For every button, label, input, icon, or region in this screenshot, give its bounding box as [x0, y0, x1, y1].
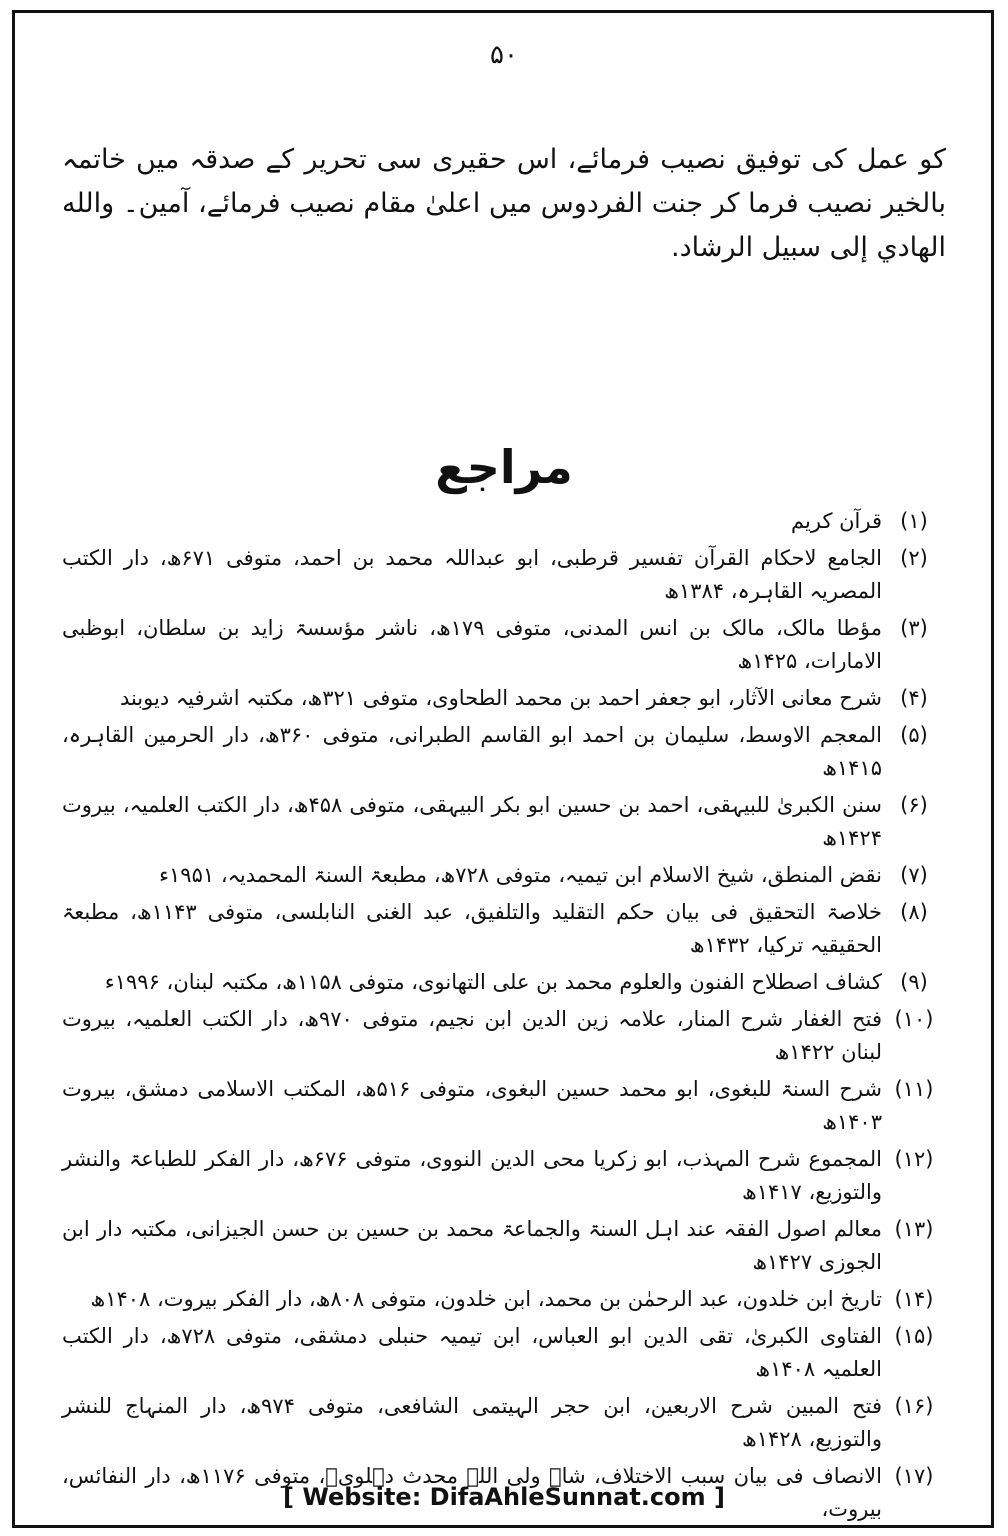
reference-item	[62, 1390, 946, 1456]
reference-text: معالم اصول الفقہ عند اہل السنۃ والجماعۃ محمد بن حسین بن حسن الجیزانی، مکتبہ دار ابن الجوزی ۱۴۲۷ھ	[62, 1217, 882, 1274]
reference-number: (۱۲)	[894, 1147, 934, 1171]
reference-text: شرح معانی الآثار، ابو جعفر احمد بن محمد الطحاوی، متوفی ۳۲۱ھ، مکتبہ اشرفیہ دیوبند	[119, 686, 882, 710]
reference-text: الجامع لاحکام القرآن تفسیر قرطبی، ابو عبداللہ محمد بن احمد، متوفی ۶۷۱ھ، دار الکتب المصریہ القاہرہ، ۱۳۸۴ھ	[62, 546, 883, 603]
reference-number: (۱۶)	[894, 1394, 934, 1418]
reference-text: نقض المنطق، شیخ الاسلام ابن تیمیہ، متوفی ۷۲۸ھ، مطبعۃ السنۃ المحمدیہ، ۱۹۵۱ء	[159, 863, 882, 887]
reference-number: (۷)	[900, 863, 928, 887]
page-number: ۵۰	[490, 40, 518, 70]
reference-text: المجموع شرح المہذب، ابو زکریا محی الدین النووی، متوفی ۶۷۶ھ، دار الفکر للطباعۃ والنشر والتوزیع، ۱۴۱۷ھ	[62, 1147, 882, 1204]
reference-text: تاریخ ابن خلدون، عبد الرحمٰن بن محمد، ابن خلدون، متوفی ۸۰۸ھ، دار الفکر بیروت، ۱۴۰۸ھ	[90, 1287, 882, 1311]
reference-number: (۶)	[900, 793, 928, 817]
reference-text: کشاف اصطلاح الفنون والعلوم محمد بن علی التھانوی، متوفی ۱۱۵۸ھ، مکتبہ لبنان، ۱۹۹۶ء	[104, 970, 882, 994]
intro-paragraph: کو عمل کی توفیق نصیب فرمائے، اس حقیری سی تحریر کے صدقہ میں خاتمہ بالخیر نصیب فرما کر جنت الفردوس میں اعلیٰ مقام نصیب فرمائے، آمین۔ والله الهادي إلى سبيل الرشاد.	[62, 144, 946, 263]
reference-text: فتح الغفار شرح المنار، علامہ زین الدین ابن نجیم، متوفی ۹۷۰ھ، دار الکتب العلمیہ، بیروت لبنان ۱۴۲۲ھ	[62, 1007, 883, 1064]
reference-text: خلاصۃ التحقیق فی بیان حکم التقلید والتلفیق، عبد الغنی النابلسی، متوفی ۱۱۴۳ھ، مطبعۃ الحقیقیہ ترکیا، ۱۴۳۲ھ	[62, 900, 882, 957]
reference-item	[62, 542, 946, 608]
reference-item	[62, 612, 946, 678]
reference-text: فتح المبین شرح الاربعین، ابن حجر الہیتمی الشافعی، متوفی ۹۷۴ھ، دار المنہاج للنشر والتوزیع، ۱۴۲۸ھ	[62, 1394, 882, 1451]
reference-text: سنن الکبریٰ للبیہقی، احمد بن حسین ابو بکر البیہقی، متوفی ۴۵۸ھ، دار الکتب العلمیہ، بیروت ۱۴۲۴ھ	[62, 793, 883, 850]
reference-number: (۹)	[900, 970, 928, 994]
reference-item	[62, 505, 946, 538]
reference-item	[62, 1073, 946, 1139]
reference-number: (۲)	[900, 546, 928, 570]
reference-item	[62, 896, 946, 962]
reference-number: (۴)	[900, 686, 928, 710]
reference-text: الفتاوی الکبریٰ، تقی الدین ابو العباس، ابن تیمیہ حنبلی دمشقی، متوفی ۷۲۸ھ، دار الکتب العلمیہ ۱۴۰۸ھ	[62, 1324, 882, 1381]
reference-text: شرح السنۃ للبغوی، ابو محمد حسین البغوی، متوفی ۵۱۶ھ، المکتب الاسلامی دمشق، بیروت ۱۴۰۳ھ	[62, 1077, 882, 1134]
reference-text: المعجم الاوسط، سلیمان بن احمد ابو القاسم الطبرانی، متوفی ۳۶۰ھ، دار الحرمین القاہرہ، ۱۴۱۵ھ	[62, 723, 882, 780]
reference-item	[62, 1283, 946, 1316]
reference-item	[62, 859, 946, 892]
reference-text: مؤطا مالک، مالک بن انس المدنی، متوفی ۱۷۹ھ، ناشر مؤسسۃ زاید بن سلطان، ابوظبی الامارات، ۱۴۲۵ھ	[62, 616, 882, 673]
reference-item	[62, 966, 946, 999]
references-list	[62, 505, 946, 1530]
website-footer: [ Website: DifaAhleSunnat.com ]	[283, 1483, 725, 1511]
reference-item	[62, 682, 946, 715]
reference-number: (۱۰)	[894, 1007, 934, 1031]
reference-number: (۳)	[900, 616, 928, 640]
reference-number: (۱۷)	[894, 1464, 934, 1488]
reference-text: الانصاف فی بیان سبب الاختلاف، شاہ ولی اللہ محدث دہلویؒ، متوفی ۱۱۷۶ھ، دار النفائس، بیروت،	[62, 1464, 882, 1521]
reference-item	[62, 1003, 946, 1069]
reference-number: (۱۱)	[894, 1077, 934, 1101]
reference-number: (۱۴)	[894, 1287, 934, 1311]
reference-item	[62, 789, 946, 855]
reference-number: (۱۳)	[894, 1217, 934, 1241]
reference-item	[62, 719, 946, 785]
reference-item	[62, 1320, 946, 1386]
reference-item	[62, 1213, 946, 1279]
reference-item	[62, 1143, 946, 1209]
reference-number: (۱)	[900, 509, 928, 533]
references-heading: مراجع	[435, 440, 573, 494]
reference-number: (۱۵)	[894, 1324, 934, 1348]
reference-number: (۸)	[900, 900, 928, 924]
reference-text: قرآن کریم	[791, 509, 882, 533]
reference-number: (۵)	[900, 723, 928, 747]
